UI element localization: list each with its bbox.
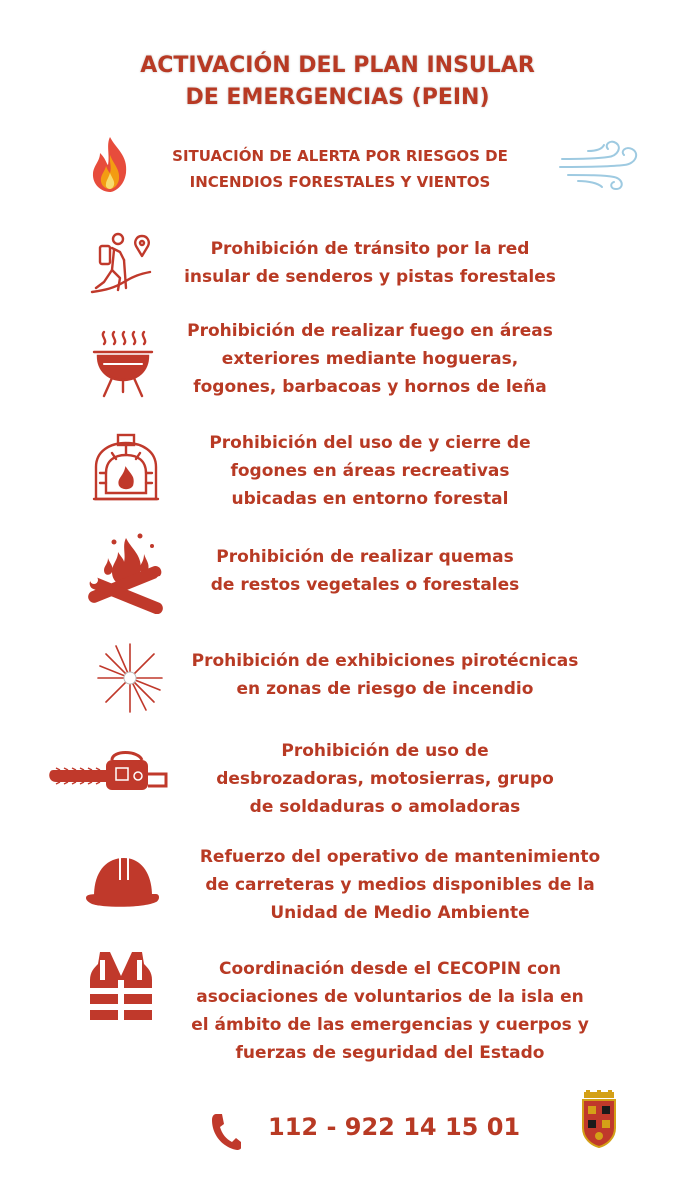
chainsaw-icon <box>46 748 170 802</box>
barbecue-grill-icon <box>90 328 156 402</box>
measure-1-text <box>160 235 580 291</box>
measure-6-text <box>165 737 605 821</box>
measure-line: de restos vegetales o forestales <box>210 575 520 595</box>
wind-icon <box>558 137 644 197</box>
measure-line: Refuerzo del operativo de mantenimiento <box>199 847 601 867</box>
measure-line: el ámbito de las emergencias y cuerpos y <box>191 1015 589 1035</box>
measure-line: fogones en áreas recreativas <box>230 461 510 481</box>
measure-line: Prohibición de exhibiciones pirotécnicas <box>191 651 579 671</box>
measure-4-text <box>160 543 570 599</box>
measure-line: exteriores mediante hogueras, <box>221 349 519 369</box>
measure-line: asociaciones de voluntarios de la isla en <box>196 987 584 1007</box>
measure-3-text <box>160 429 580 513</box>
hard-hat-icon <box>84 850 160 916</box>
measure-line: Prohibición de realizar fuego en áreas <box>187 321 553 341</box>
measure-line: Prohibición de tránsito por la red <box>210 239 530 259</box>
measure-2-text <box>160 317 580 401</box>
measure-8-text <box>175 955 605 1067</box>
measure-line: insular de senderos y pistas forestales <box>184 267 556 287</box>
measure-5-text <box>165 647 605 703</box>
measure-line: Prohibición de uso de <box>281 741 489 761</box>
title-line-2: DE EMERGENCIAS (PEIN) <box>185 85 490 110</box>
title-line-1: ACTIVACIÓN DEL PLAN INSULAR <box>140 53 535 78</box>
measure-line: de soldaduras o amoladoras <box>249 797 521 817</box>
phone-number: 112 - 922 14 15 01 <box>268 1113 521 1141</box>
hiker-icon <box>88 230 156 300</box>
measure-line: Prohibición del uso de y cierre de <box>209 433 531 453</box>
measure-7-text <box>175 843 625 927</box>
measure-line: desbrozadoras, motosierras, grupo <box>216 769 554 789</box>
safety-vest-icon <box>86 950 156 1026</box>
measure-line: fuerzas de seguridad del Estado <box>235 1043 545 1063</box>
alert-situation <box>130 143 550 195</box>
campfire-icon <box>82 530 172 618</box>
page-title <box>0 50 675 114</box>
measure-line: Coordinación desde el CECOPIN con <box>219 959 561 979</box>
alert-line-1: SITUACIÓN DE ALERTA POR RIESGOS DE <box>172 147 508 165</box>
measure-line: en zonas de riesgo de incendio <box>236 679 534 699</box>
measure-line: ubicadas en entorno forestal <box>231 489 509 509</box>
measure-line: Unidad de Medio Ambiente <box>270 903 530 923</box>
wood-oven-icon <box>92 433 160 507</box>
phone-icon <box>210 1112 242 1154</box>
firework-icon <box>96 640 164 720</box>
coat-of-arms-icon <box>580 1090 618 1152</box>
alert-line-2: INCENDIOS FORESTALES Y VIENTOS <box>189 173 491 191</box>
measure-line: fogones, barbacoas y hornos de leña <box>193 377 547 397</box>
fire-icon <box>88 135 132 197</box>
measure-line: de carreteras y medios disponibles de la <box>205 875 595 895</box>
measure-line: Prohibición de realizar quemas <box>216 547 514 567</box>
